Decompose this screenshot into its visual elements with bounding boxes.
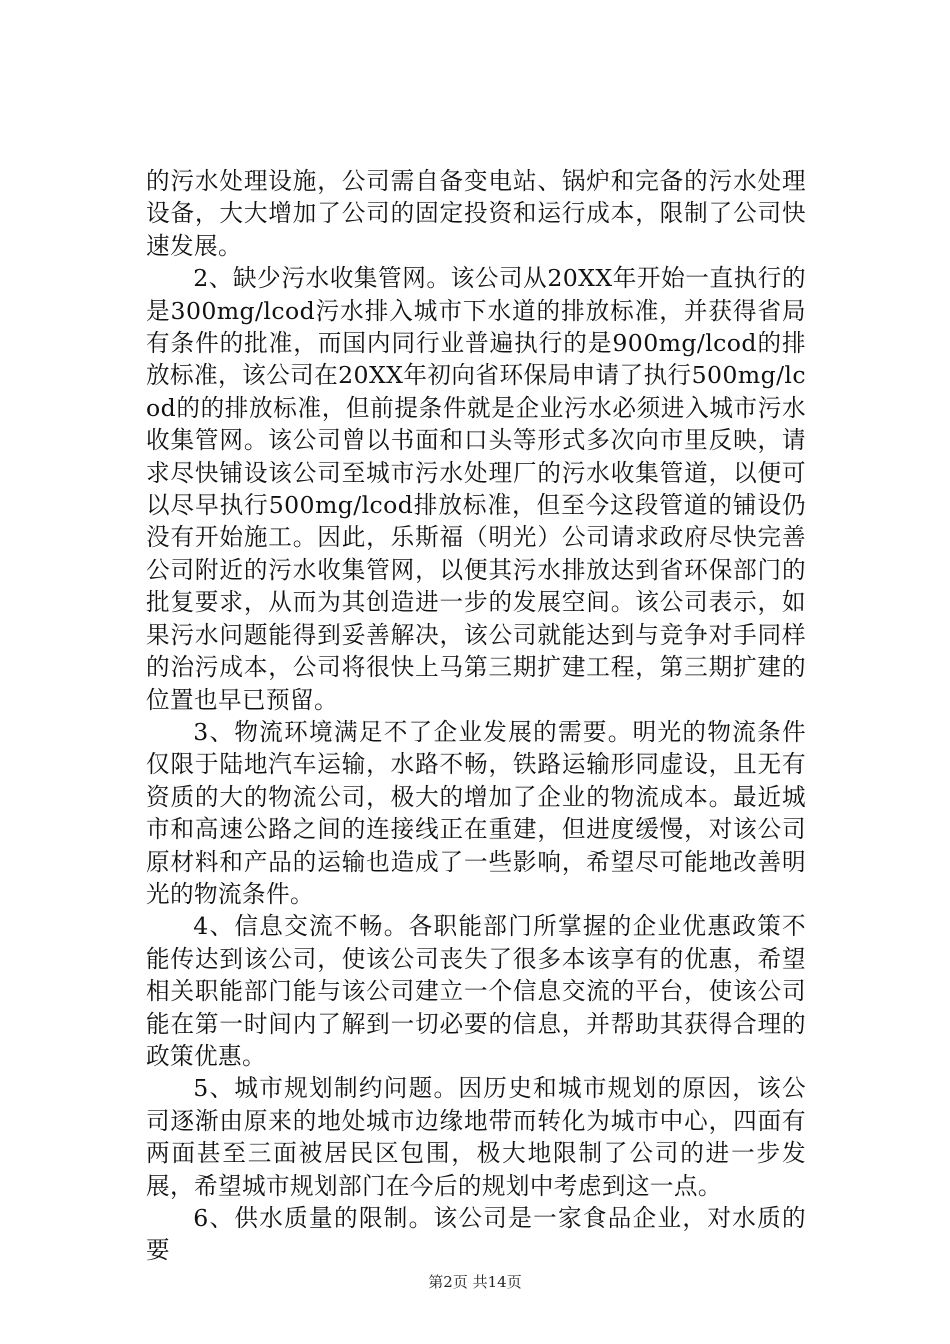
- page-footer: 第2页 共14页: [428, 1273, 522, 1291]
- paragraph-sewage-network: 2、缺少污水收集管网。该公司从20XX年开始一直执行的是300mg/lcod污水排入城市下水道的排放标准，并获得省局有条件的批准，而国内同行业普遍执行的是900mg/lcod的排放标准，该公司在20XX年初向省环保局申请了执行500mg/lcod的的排放标准，但前提条件就是企业污水必须进入城市污水收集管网。该公司曾以书面和口头等形式多次向市里反映，请求尽快铺设该公司至城市污水处理厂的污水收集管道，以便可以尽早执行500mg/lcod排放标准，但至今这段管道的铺设仍没有开始施工。因此，乐斯福（明光）公司请求政府尽快完善公司附近的污水收集管网，以便其污水排放达到省环保部门的批复要求，从而为其创造进一步的发展空间。该公司表示，如果污水问题能得到妥善解决，该公司就能达到与竞争对手同样的治污成本，公司将很快上马第三期扩建工程，第三期扩建的位置也早已预留。: [146, 264, 806, 714]
- paragraph-water-supply: 6、供水质量的限制。该公司是一家食品企业，对水质的要: [146, 1204, 806, 1265]
- paragraph-information-exchange: 4、信息交流不畅。各职能部门所掌握的企业优惠政策不能传达到该公司，使该公司丧失了很多本该享有的优惠，希望相关职能部门能与该公司建立一个信息交流的平台，使该公司能在第一时间内了解到一切必要的信息，并帮助其获得合理的政策优惠。: [146, 912, 806, 1070]
- paragraph-continuation: 的污水处理设施，公司需自备变电站、锅炉和完备的污水处理设备，大大增加了公司的固定投资和运行成本，限制了公司快速发展。: [146, 167, 806, 260]
- paragraph-urban-planning: 5、城市规划制约问题。因历史和城市规划的原因，该公司逐渐由原来的地处城市边缘地带而转化为城市中心，四面有两面甚至三面被居民区包围，极大地限制了公司的进一步发展，希望城市规划部门在今后的规划中考虑到这一点。: [146, 1074, 806, 1200]
- paragraph-logistics: 3、物流环境满足不了企业发展的需要。明光的物流条件仅限于陆地汽车运输，水路不畅，铁路运输形同虚设，且无有资质的大的物流公司，极大的增加了企业的物流成本。最近城市和高速公路之间的连接线正在重建，但进度缓慢，对该公司原材料和产品的运输也造成了一些影响，希望尽可能地改善明光的物流条件。: [146, 717, 806, 908]
- document-body: [146, 165, 806, 1267]
